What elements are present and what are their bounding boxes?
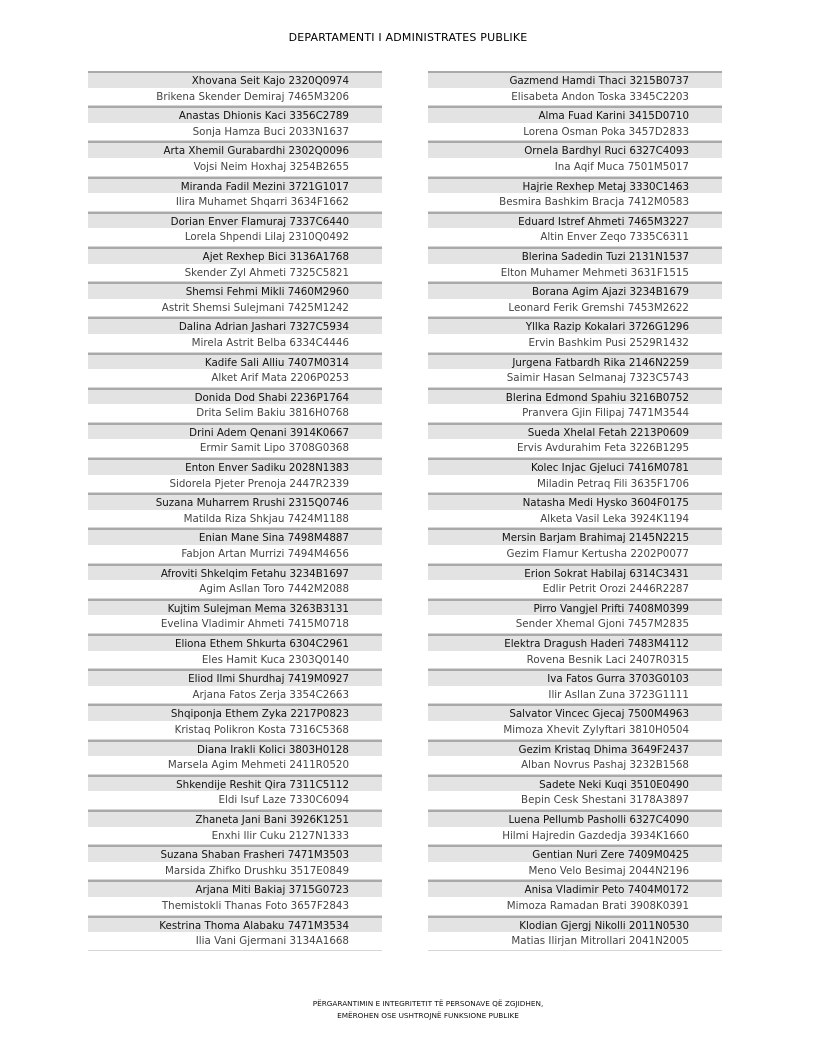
name-row: Iva Fatos Gurra 3703G0103 (428, 669, 722, 687)
name-row: Sueda Xhelal Fetah 2213P0609 (428, 423, 722, 441)
name-row: Suzana Shaban Frasheri 7471M3503 (88, 845, 382, 863)
name-row: Mirela Astrit Belba 6334C4446 (88, 335, 382, 353)
name-row: Yllka Razip Kokalari 3726G1296 (428, 317, 722, 335)
name-row: Ilia Vani Gjermani 3134A1668 (88, 933, 382, 951)
name-row: Hajrie Rexhep Metaj 3330C1463 (428, 177, 722, 195)
name-row: Marsela Agim Mehmeti 2411R0520 (88, 757, 382, 775)
page-title: DEPARTAMENTI I ADMINISTRATES PUBLIKE (288, 31, 528, 44)
name-row: Ilira Muhamet Shqarri 3634F1662 (88, 194, 382, 212)
name-row: Enxhi Ilir Cuku 2127N1333 (88, 828, 382, 846)
name-row: Astrit Shemsi Sulejmani 7425M1242 (88, 300, 382, 318)
name-row: Arta Xhemil Gurabardhi 2302Q0096 (88, 141, 382, 159)
name-row: Pranvera Gjin Filipaj 7471M3544 (428, 405, 722, 423)
right-name-column (428, 71, 722, 951)
left-name-column (88, 71, 382, 951)
name-row: Rovena Besnik Laci 2407R0315 (428, 652, 722, 670)
name-row: Suzana Muharrem Rrushi 2315Q0746 (88, 493, 382, 511)
footer-line-2: EMËROHEN OSE USHTROJNË FUNKSIONE PUBLIKE (337, 1011, 519, 1020)
name-row: Saimir Hasan Selmanaj 7323C5743 (428, 370, 722, 388)
name-row: Vojsi Neim Hoxhaj 3254B2655 (88, 159, 382, 177)
name-row: Drita Selim Bakiu 3816H0768 (88, 405, 382, 423)
name-row: Shemsi Fehmi Mikli 7460M2960 (88, 282, 382, 300)
name-row: Besmira Bashkim Bracja 7412M0583 (428, 194, 722, 212)
name-row: Gazmend Hamdi Thaci 3215B0737 (428, 71, 722, 89)
name-row: Mimoza Xhevit Zylyftari 3810H0504 (428, 722, 722, 740)
name-row: Sidorela Pjeter Prenoja 2447R2339 (88, 476, 382, 494)
name-row: Themistokli Thanas Foto 3657F2843 (88, 898, 382, 916)
name-row: Enton Enver Sadiku 2028N1383 (88, 458, 382, 476)
name-row: Xhovana Seit Kajo 2320Q0974 (88, 71, 382, 89)
name-row: Altin Enver Zeqo 7335C6311 (428, 229, 722, 247)
footer-line-1: PËRGARANTIMIN E INTEGRITETIT TË PERSONAVE QË ZGJIDHEN, (312, 999, 544, 1008)
name-row: Natasha Medi Hysko 3604F0175 (428, 493, 722, 511)
name-row: Lorela Shpendi Lilaj 2310Q0492 (88, 229, 382, 247)
name-row: Alket Arif Mata 2206P0253 (88, 370, 382, 388)
name-row: Alban Novrus Pashaj 3232B1568 (428, 757, 722, 775)
name-row: Afroviti Shkelqim Fetahu 3234B1697 (88, 564, 382, 582)
name-row: Donida Dod Shabi 2236P1764 (88, 388, 382, 406)
name-row: Sadete Neki Kuqi 3510E0490 (428, 775, 722, 793)
name-row: Kestrina Thoma Alabaku 7471M3534 (88, 916, 382, 934)
name-row: Miladin Petraq Fili 3635F1706 (428, 476, 722, 494)
name-row: Blerina Sadedin Tuzi 2131N1537 (428, 247, 722, 265)
name-row: Meno Velo Besimaj 2044N2196 (428, 863, 722, 881)
name-row: Anisa Vladimir Peto 7404M0172 (428, 880, 722, 898)
name-row: Leonard Ferik Gremshi 7453M2622 (428, 300, 722, 318)
name-row: Gezim Flamur Kertusha 2202P0077 (428, 546, 722, 564)
name-row: Elton Muhamer Mehmeti 3631F1515 (428, 265, 722, 283)
name-row: Borana Agim Ajazi 3234B1679 (428, 282, 722, 300)
name-row: Agim Asllan Toro 7442M2088 (88, 581, 382, 599)
name-row: Alketa Vasil Leka 3924K1194 (428, 511, 722, 529)
name-row: Eduard Istref Ahmeti 7465M3227 (428, 212, 722, 230)
name-row: Evelina Vladimir Ahmeti 7415M0718 (88, 616, 382, 634)
name-row: Shkendije Reshit Qira 7311C5112 (88, 775, 382, 793)
name-row: Eliona Ethem Shkurta 6304C2961 (88, 634, 382, 652)
name-row: Ajet Rexhep Bici 3136A1768 (88, 247, 382, 265)
name-row: Skender Zyl Ahmeti 7325C5821 (88, 265, 382, 283)
name-row: Alma Fuad Karini 3415D0710 (428, 106, 722, 124)
name-row: Eliod Ilmi Shurdhaj 7419M0927 (88, 669, 382, 687)
name-row: Ilir Asllan Zuna 3723G1111 (428, 687, 722, 705)
name-row: Blerina Edmond Spahiu 3216B0752 (428, 388, 722, 406)
name-row: Klodian Gjergj Nikolli 2011N0530 (428, 916, 722, 934)
name-row: Enian Mane Sina 7498M4887 (88, 528, 382, 546)
name-row: Eldi Isuf Laze 7330C6094 (88, 792, 382, 810)
name-row: Gezim Kristaq Dhima 3649F2437 (428, 740, 722, 758)
name-row: Pirro Vangjel Prifti 7408M0399 (428, 599, 722, 617)
name-row: Ervis Avdurahim Feta 3226B1295 (428, 440, 722, 458)
name-row: Elektra Dragush Haderi 7483M4112 (428, 634, 722, 652)
name-row: Drini Adem Qenani 3914K0667 (88, 423, 382, 441)
name-row: Kolec Injac Gjeluci 7416M0781 (428, 458, 722, 476)
name-row: Miranda Fadil Mezini 3721G1017 (88, 177, 382, 195)
page-footer (0, 998, 816, 1022)
name-row: Edlir Petrit Orozi 2446R2287 (428, 581, 722, 599)
name-row: Arjana Fatos Zerja 3354C2663 (88, 687, 382, 705)
name-row: Matilda Riza Shkjau 7424M1188 (88, 511, 382, 529)
name-row: Erion Sokrat Habilaj 6314C3431 (428, 564, 722, 582)
name-row: Ermir Samit Lipo 3708G0368 (88, 440, 382, 458)
name-row: Luena Pellumb Pasholli 6327C4090 (428, 810, 722, 828)
name-row: Elisabeta Andon Toska 3345C2203 (428, 89, 722, 107)
name-row: Lorena Osman Poka 3457D2833 (428, 124, 722, 142)
name-row: Gentian Nuri Zere 7409M0425 (428, 845, 722, 863)
name-row: Kristaq Polikron Kosta 7316C5368 (88, 722, 382, 740)
name-row: Sender Xhemal Gjoni 7457M2835 (428, 616, 722, 634)
name-row: Fabjon Artan Murrizi 7494M4656 (88, 546, 382, 564)
name-row: Ervin Bashkim Pusi 2529R1432 (428, 335, 722, 353)
name-row: Anastas Dhionis Kaci 3356C2789 (88, 106, 382, 124)
name-row: Kujtim Sulejman Mema 3263B3131 (88, 599, 382, 617)
name-row: Dalina Adrian Jashari 7327C5934 (88, 317, 382, 335)
name-row: Diana Irakli Kolici 3803H0128 (88, 740, 382, 758)
name-row: Sonja Hamza Buci 2033N1637 (88, 124, 382, 142)
name-row: Eles Hamit Kuca 2303Q0140 (88, 652, 382, 670)
name-row: Zhaneta Jani Bani 3926K1251 (88, 810, 382, 828)
name-row: Salvator Vincec Gjecaj 7500M4963 (428, 704, 722, 722)
name-row: Ina Aqif Muca 7501M5017 (428, 159, 722, 177)
name-row: Brikena Skender Demiraj 7465M3206 (88, 89, 382, 107)
name-row: Kadife Sali Alliu 7407M0314 (88, 353, 382, 371)
name-row: Mersin Barjam Brahimaj 2145N2215 (428, 528, 722, 546)
name-row: Dorian Enver Flamuraj 7337C6440 (88, 212, 382, 230)
name-row: Ornela Bardhyl Ruci 6327C4093 (428, 141, 722, 159)
name-row: Bepin Cesk Shestani 3178A3897 (428, 792, 722, 810)
name-row: Shqiponja Ethem Zyka 2217P0823 (88, 704, 382, 722)
name-row: Marsida Zhifko Drushku 3517E0849 (88, 863, 382, 881)
name-row: Matias Ilirjan Mitrollari 2041N2005 (428, 933, 722, 951)
name-row: Arjana Miti Bakiaj 3715G0723 (88, 880, 382, 898)
name-row: Jurgena Fatbardh Rika 2146N2259 (428, 353, 722, 371)
name-row: Hilmi Hajredin Gazdedja 3934K1660 (428, 828, 722, 846)
name-row: Mimoza Ramadan Brati 3908K0391 (428, 898, 722, 916)
